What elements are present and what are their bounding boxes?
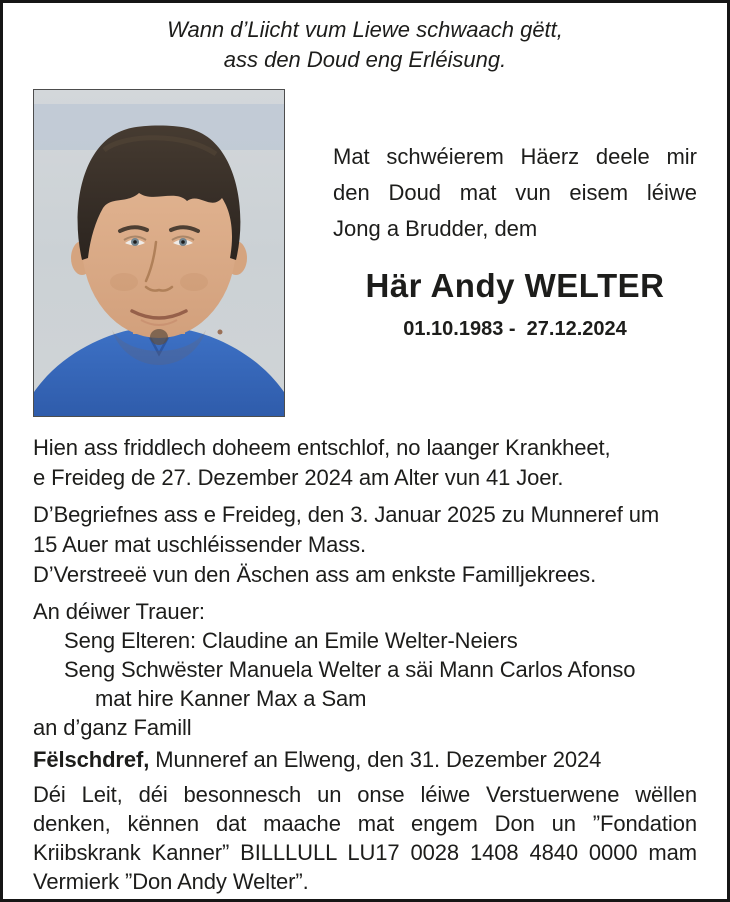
epigraph-line-1: Wann d’Liicht vum Liewe schwaach gëtt, [167,17,563,42]
death-notice-paragraph [33,433,697,493]
deceased-name: Här Andy WELTER [365,267,665,304]
donation-line: denken, kënnen dat maache mat engem Don un ”Fondation [33,811,697,836]
right-cheek-shade [180,273,208,291]
life-dates: 01.10.1983 - 27.12.2024 [403,318,627,340]
intro-line: den Doud mat vun eisem léiwe [333,180,697,205]
photo-and-intro-row [33,89,697,417]
funeral-info-line: D’Verstreeë vun den Äschen ass am enkste Familljekrees. [33,562,597,587]
funeral-info-paragraph [33,500,697,590]
intro-text [333,139,697,247]
mourner-line: Seng Schwëster Manuela Welter a säi Mann Carlos Afonso [64,657,636,682]
left-pupil [133,240,137,244]
donation-line: Vermierk ”Don Andy Welter”. [33,869,309,894]
left-cheek-shade [110,273,138,291]
obituary-body [33,433,697,896]
intro-line: Mat schwéierem Häerz deele mir [333,144,697,169]
donation-line: Déi Leit, déi besonnesch un onse léiwe Verstuerwene wëllen [33,782,697,807]
death-notice-line: e Freideg de 27. Dezember 2024 am Alter vun 41 Joer. [33,465,564,490]
portrait-photo [33,89,285,417]
funeral-info-line: 15 Auer mat uschléissender Mass. [33,532,367,557]
portrait-illustration [34,90,284,416]
epigraph-line-2: ass den Doud eng Erléisung. [223,47,507,72]
death-notice-line: Hien ass friddlech doheem entschlof, no laanger Krankheet, [33,435,611,460]
mourning-header: An déiwer Trauer: [33,599,205,624]
announcement-column [333,89,697,417]
goatee [150,329,168,345]
epigraph [33,15,697,75]
mourner-line: Seng Elteren: Claudine an Emile Welter-Neiers [64,628,518,653]
donation-line: Kriibskrank Kanner” BILLLULL LU17 0028 1408 4840 0000 mam [33,840,697,865]
mourner-line: an d’ganz Famill [33,715,192,740]
mourners-list [33,626,697,742]
donation-paragraph [33,780,697,896]
dateline-rest: Munneref an Elweng, den 31. Dezember 2024 [149,747,602,772]
dateline-place: Fëlschdref, [33,747,150,772]
funeral-info-line: D’Begriefnes ass e Freideg, den 3. Januar 2025 zu Munneref um [33,502,660,527]
right-pupil [181,240,185,244]
mole [218,330,223,335]
mourning-section [33,597,697,742]
intro-line: Jong a Brudder, dem [333,216,538,241]
mourner-line: mat hire Kanner Max a Sam [95,686,367,711]
dateline [33,745,697,775]
